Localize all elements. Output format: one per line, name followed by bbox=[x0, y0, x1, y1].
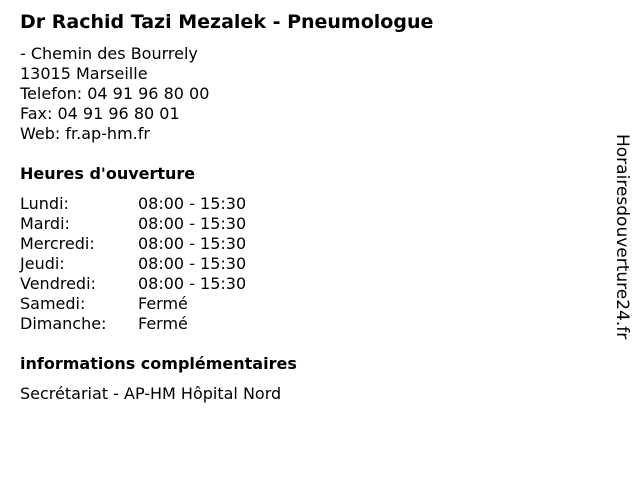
hours-day: Lundi: bbox=[20, 194, 69, 213]
address-block bbox=[20, 44, 209, 144]
info-text: Secrétariat - AP-HM Hôpital Nord bbox=[20, 384, 282, 403]
page-title: Dr Rachid Tazi Mezalek - Pneumologue bbox=[20, 11, 434, 33]
side-brand-text: Horairesdouverture24.fr bbox=[612, 134, 632, 340]
hours-day: Samedi: bbox=[20, 294, 86, 313]
phone-number: Telefon: 04 91 96 80 00 bbox=[20, 84, 210, 103]
info-heading: informations complémentaires bbox=[20, 354, 297, 373]
hours-heading: Heures d'ouverture bbox=[20, 164, 196, 183]
hours-time: Fermé bbox=[138, 314, 188, 333]
website: Web: fr.ap-hm.fr bbox=[20, 124, 150, 143]
hours-day: Jeudi: bbox=[20, 254, 65, 273]
address-city: 13015 Marseille bbox=[20, 64, 148, 83]
hours-day: Mercredi: bbox=[20, 234, 95, 253]
hours-time: 08:00 - 15:30 bbox=[138, 194, 247, 213]
hours-day: Mardi: bbox=[20, 214, 70, 233]
hours-time: 08:00 - 15:30 bbox=[138, 254, 247, 273]
hours-time: Fermé bbox=[138, 294, 188, 313]
hours-time: 08:00 - 15:30 bbox=[138, 274, 247, 293]
address-street: - Chemin des Bourrely bbox=[20, 44, 198, 63]
hours-time: 08:00 - 15:30 bbox=[138, 234, 247, 253]
fax-number: Fax: 04 91 96 80 01 bbox=[20, 104, 180, 123]
hours-day: Vendredi: bbox=[20, 274, 96, 293]
hours-day: Dimanche: bbox=[20, 314, 107, 333]
hours-time: 08:00 - 15:30 bbox=[138, 214, 247, 233]
